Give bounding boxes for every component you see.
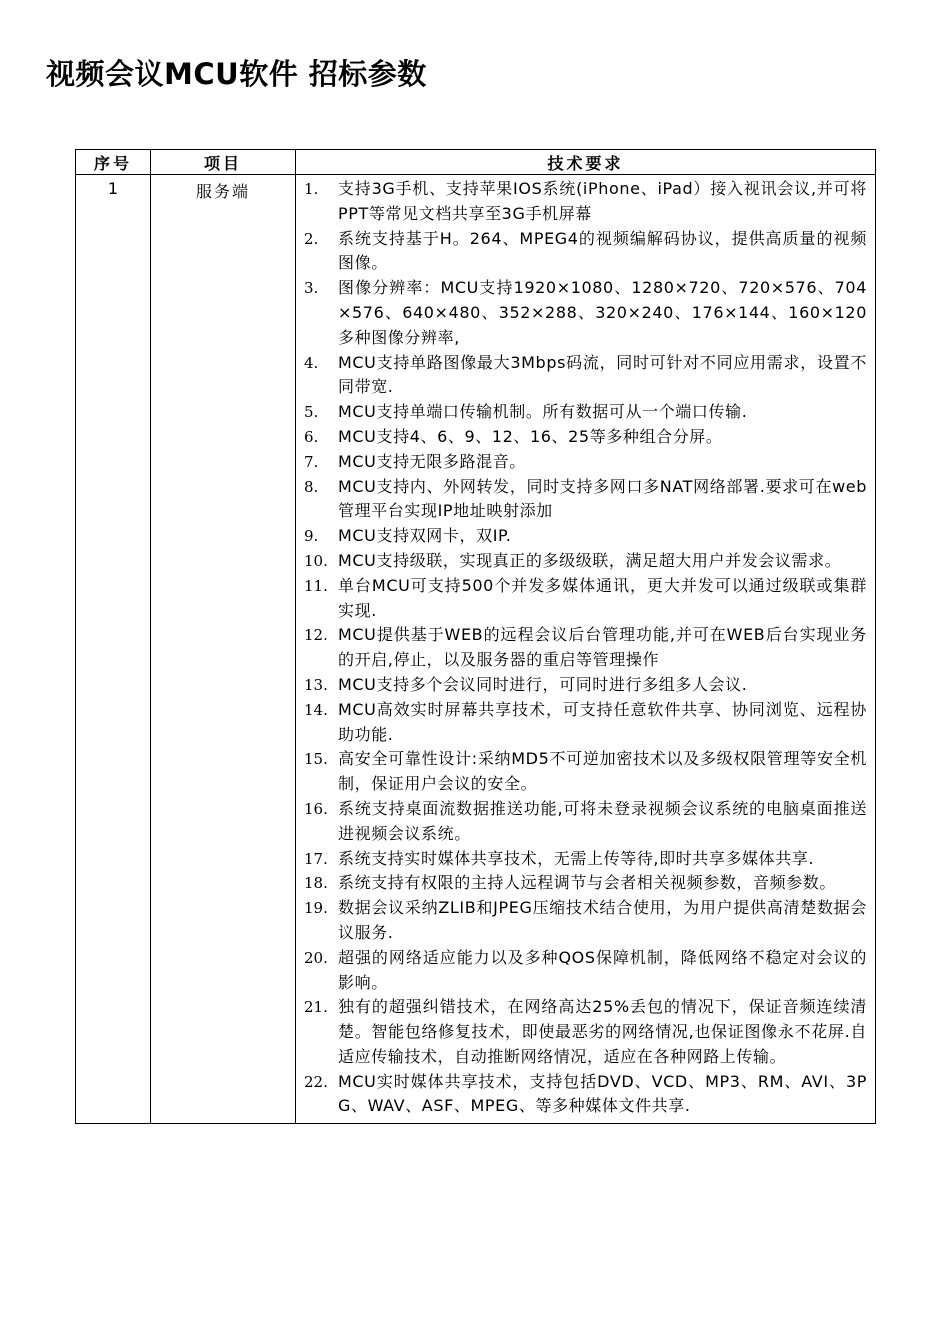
requirement-item (304, 475, 867, 525)
requirement-item (304, 797, 867, 847)
requirement-number: 19. (304, 899, 328, 918)
requirement-item (304, 1070, 867, 1120)
row-requirements (296, 175, 876, 1124)
requirement-number: 15. (304, 750, 328, 769)
requirement-number: 9. (304, 527, 319, 546)
header-requirements: 技术要求 (296, 150, 876, 175)
requirement-text: 高安全可靠性设计:采纳MD5不可逆加密技术以及多级权限管理等安全机制，保证用户会议的安全。 (338, 749, 867, 794)
requirement-item (304, 574, 867, 624)
requirement-number: 20. (304, 948, 328, 967)
requirement-item (304, 747, 867, 797)
row-item: 服务端 (151, 175, 296, 1124)
requirement-number: 12. (304, 626, 328, 645)
requirement-text: 单台MCU可支持500个并发多媒体通讯，更大并发可以通过级联或集群实现. (338, 575, 867, 620)
header-item: 项目 (151, 150, 296, 175)
requirement-text: MCU支持级联，实现真正的多级级联，满足超大用户并发会议需求。 (338, 550, 842, 570)
requirement-number: 14. (304, 700, 328, 719)
requirement-text: 图像分辨率：MCU支持1920×1080、1280×720、720×576、704×576、640×480、352×288、320×240、176×144、160×120多种图像分辨率, (338, 278, 867, 347)
requirement-text: 系统支持实时媒体共享技术，无需上传等待,即时共享多媒体共享. (338, 848, 815, 868)
requirement-number: 17. (304, 849, 328, 868)
requirement-text: MCU实时媒体共享技术，支持包括DVD、VCD、MP3、RM、AVI、3PG、WAV、ASF、MPEG、等多种媒体文件共享. (338, 1071, 867, 1116)
requirement-text: 系统支持桌面流数据推送功能,可将未登录视频会议系统的电脑桌面推送进视频会议系统。 (338, 798, 867, 843)
requirement-number: 21. (304, 998, 328, 1017)
requirement-text: 系统支持基于H。264、MPEG4的视频编解码协议，提供高质量的视频图像。 (338, 228, 867, 273)
requirement-item (304, 425, 867, 450)
requirement-number: 5. (304, 403, 319, 422)
requirement-item (304, 549, 867, 574)
requirement-text: 数据会议采纳ZLIB和JPEG压缩技术结合使用，为用户提供高清楚数据会议服务. (338, 898, 867, 942)
row-seq: 1 (76, 175, 151, 1124)
table-header-row (76, 150, 876, 175)
requirement-item (304, 698, 867, 748)
requirement-number: 7. (304, 452, 319, 471)
requirement-text: MCU支持4、6、9、12、16、25等多种组合分屏。 (338, 426, 723, 446)
requirement-text: MCU提供基于WEB的远程会议后台管理功能,并可在WEB后台实现业务的开启,停止，以及服务器的重启等管理操作 (338, 625, 867, 670)
page-title: 视频会议MCU软件 招标参数 (46, 57, 427, 91)
requirement-text: MCU支持单路图像最大3Mbps码流，同时可针对不同应用需求，设置不同带宽. (338, 352, 867, 397)
requirement-item (304, 871, 867, 896)
requirement-text: 超强的网络适应能力以及多种QOS保障机制，降低网络不稳定对会议的影响。 (338, 947, 867, 992)
requirement-item (304, 896, 867, 946)
requirement-text: MCU高效实时屏幕共享技术，可支持任意软件共享、协同浏览、远程协助功能. (338, 699, 867, 744)
header-seq: 序号 (76, 150, 151, 175)
requirement-number: 1. (304, 180, 319, 198)
requirement-number: 10. (304, 551, 328, 570)
requirement-number: 18. (304, 874, 328, 893)
requirement-item (304, 177, 867, 227)
requirement-text: 系统支持有权限的主持人远程调节与会者相关视频参数，音频参数。 (338, 873, 837, 893)
requirement-text: 独有的超强纠错技术，在网络高达25%丢包的情况下，保证音频连续清楚。智能包络修复技术，即使最恶劣的网络情况,也保证图像永不花屏.自适应传输技术，自动推断网络情况，适应在各种网路上传输。 (338, 997, 867, 1066)
requirement-text: MCU支持双网卡，双IP. (338, 526, 512, 546)
requirement-number: 11. (304, 576, 328, 595)
requirement-number: 4. (304, 353, 319, 372)
requirement-text: MCU支持无限多路混音。 (338, 451, 526, 471)
requirement-text: MCU支持内、外网转发，同时支持多网口多NAT网络部署.要求可在web管理平台实现IP地址映射添加 (338, 476, 867, 521)
requirement-number: 3. (304, 279, 319, 298)
requirement-text: MCU支持单端口传输机制。所有数据可从一个端口传输. (338, 402, 748, 422)
requirement-item (304, 351, 867, 401)
requirement-item (304, 623, 867, 673)
requirement-number: 6. (304, 427, 319, 446)
requirement-number: 22. (304, 1072, 328, 1091)
requirement-item (304, 673, 867, 698)
table-row (76, 175, 876, 1124)
requirement-item (304, 847, 867, 872)
requirement-number: 8. (304, 477, 319, 496)
spec-table (75, 149, 876, 1124)
requirement-number: 2. (304, 229, 319, 248)
requirement-item (304, 524, 867, 549)
requirement-item (304, 450, 867, 475)
requirement-number: 13. (304, 675, 328, 694)
requirement-item (304, 227, 867, 277)
requirement-item (304, 995, 867, 1069)
requirement-item (304, 946, 867, 996)
requirements-list (304, 177, 867, 1119)
requirement-item (304, 276, 867, 350)
requirement-number: 16. (304, 799, 328, 818)
requirement-text: MCU支持多个会议同时进行，可同时进行多组多人会议. (338, 674, 748, 694)
requirement-item (304, 400, 867, 425)
requirement-text: 支持3G手机、支持苹果IOS系统(iPhone、iPad）接入视讯会议,并可将PPT等常见文档共享至3G手机屏幕 (338, 179, 867, 223)
